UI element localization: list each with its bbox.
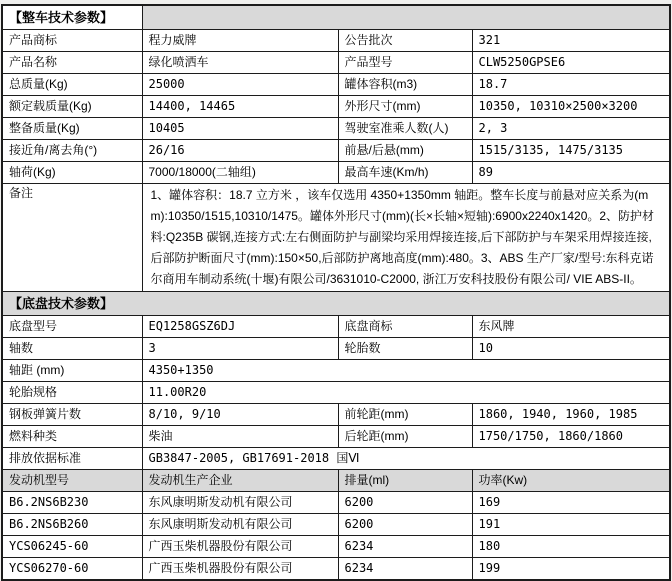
param-value: 绿化喷洒车 bbox=[142, 52, 338, 74]
param-label: 产品型号 bbox=[338, 52, 472, 74]
param-label: 总质量(Kg) bbox=[2, 74, 142, 96]
param-value: 10405 bbox=[142, 118, 338, 140]
engine-manufacturer: 广西玉柴机器股份有限公司 bbox=[142, 558, 338, 581]
engine-row bbox=[2, 514, 670, 536]
engine-displacement: 6200 bbox=[338, 514, 472, 536]
table-row bbox=[2, 404, 670, 426]
engine-header-power: 功率(Kw) bbox=[472, 470, 670, 492]
param-value: 89 bbox=[472, 162, 670, 184]
table-row bbox=[2, 140, 670, 162]
param-value: 程力威牌 bbox=[142, 30, 338, 52]
param-value: 10350, 10310×2500×3200 bbox=[472, 96, 670, 118]
param-value: 1515/3135, 1475/3135 bbox=[472, 140, 670, 162]
param-value: 10 bbox=[472, 338, 670, 360]
engine-model: YCS06270-60 bbox=[2, 558, 142, 581]
param-value: 3 bbox=[142, 338, 338, 360]
param-value: 7000/18000(二轴组) bbox=[142, 162, 338, 184]
param-value: 柴油 bbox=[142, 426, 338, 448]
engine-header-model: 发动机型号 bbox=[2, 470, 142, 492]
param-value: 东风牌 bbox=[472, 316, 670, 338]
table-row bbox=[2, 118, 670, 140]
engine-power: 169 bbox=[472, 492, 670, 514]
param-label: 前轮距(mm) bbox=[338, 404, 472, 426]
engine-row bbox=[2, 536, 670, 558]
engine-manufacturer: 东风康明斯发动机有限公司 bbox=[142, 492, 338, 514]
param-value: 25000 bbox=[142, 74, 338, 96]
param-value: 11.00R20 bbox=[142, 382, 670, 404]
remark-row bbox=[2, 184, 670, 292]
param-value: 2, 3 bbox=[472, 118, 670, 140]
param-label: 产品名称 bbox=[2, 52, 142, 74]
spec-table bbox=[1, 4, 671, 581]
engine-manufacturer: 东风康明斯发动机有限公司 bbox=[142, 514, 338, 536]
param-value: GB3847-2005, GB17691-2018 国Ⅵ bbox=[142, 448, 670, 470]
engine-power: 191 bbox=[472, 514, 670, 536]
remark-text: 1、罐体容积：18.7 立方米 ，该车仅选用 4350+1350mm 轴距。整车长度与前悬对应关系为(mm):10350/1515,10310/1475。罐体外形尺寸(mm)(长×长轴×短轴):6900x2240x1420。2、防护材料:Q235B 碳钢,连接方式:左右侧面防护与副梁均采用焊接连接,后下部防护与车架采用焊接连接,后部防护断面尺寸(mm):150×50,后部防护离地高度(mm):480。3、ABS 生产厂家/型号:东科克诺尔商用车制动系统(十堰)有限公司/3631010-C2000, 浙江万安科技股份有限公司/ VIE ABS-II。 bbox=[142, 184, 670, 292]
param-label: 底盘型号 bbox=[2, 316, 142, 338]
param-value: 14400, 14465 bbox=[142, 96, 338, 118]
param-label: 额定载质量(Kg) bbox=[2, 96, 142, 118]
table-row bbox=[2, 426, 670, 448]
vehicle-section-title: 【整车技术参数】 bbox=[2, 5, 142, 30]
table-row bbox=[2, 338, 670, 360]
table-row bbox=[2, 96, 670, 118]
param-label: 最高车速(Km/h) bbox=[338, 162, 472, 184]
chassis-section-title: 【底盘技术参数】 bbox=[2, 292, 670, 316]
table-row bbox=[2, 316, 670, 338]
table-row bbox=[2, 162, 670, 184]
param-label: 罐体容积(m3) bbox=[338, 74, 472, 96]
engine-row bbox=[2, 558, 670, 581]
vehicle-section-header bbox=[2, 5, 670, 30]
param-label: 轮胎规格 bbox=[2, 382, 142, 404]
param-value: 26/16 bbox=[142, 140, 338, 162]
param-label: 轴荷(Kg) bbox=[2, 162, 142, 184]
param-label: 前悬/后悬(mm) bbox=[338, 140, 472, 162]
chassis-section-header bbox=[2, 292, 670, 316]
engine-model: B6.2NS6B230 bbox=[2, 492, 142, 514]
engine-model: B6.2NS6B260 bbox=[2, 514, 142, 536]
table-row bbox=[2, 448, 670, 470]
table-row bbox=[2, 360, 670, 382]
param-label: 钢板弹簧片数 bbox=[2, 404, 142, 426]
param-label: 燃料种类 bbox=[2, 426, 142, 448]
param-label: 接近角/离去角(°) bbox=[2, 140, 142, 162]
engine-power: 180 bbox=[472, 536, 670, 558]
param-value: CLW5250GPSE6 bbox=[472, 52, 670, 74]
engine-displacement: 6200 bbox=[338, 492, 472, 514]
engine-model: YCS06245-60 bbox=[2, 536, 142, 558]
param-label: 公告批次 bbox=[338, 30, 472, 52]
param-label: 排放依据标准 bbox=[2, 448, 142, 470]
param-label: 底盘商标 bbox=[338, 316, 472, 338]
param-value: 1860, 1940, 1960, 1985 bbox=[472, 404, 670, 426]
param-value: 321 bbox=[472, 30, 670, 52]
engine-row bbox=[2, 492, 670, 514]
param-label: 轴数 bbox=[2, 338, 142, 360]
param-label: 外形尺寸(mm) bbox=[338, 96, 472, 118]
engine-header-manufacturer: 发动机生产企业 bbox=[142, 470, 338, 492]
table-row bbox=[2, 52, 670, 74]
param-label: 整备质量(Kg) bbox=[2, 118, 142, 140]
engine-header-row bbox=[2, 470, 670, 492]
param-value: 4350+1350 bbox=[142, 360, 670, 382]
param-value: 8/10, 9/10 bbox=[142, 404, 338, 426]
vehicle-section-header-fill bbox=[142, 5, 670, 30]
table-row bbox=[2, 382, 670, 404]
remark-label: 备注 bbox=[2, 184, 142, 292]
param-value: EQ1258GSZ6DJ bbox=[142, 316, 338, 338]
param-label: 后轮距(mm) bbox=[338, 426, 472, 448]
engine-power: 199 bbox=[472, 558, 670, 581]
param-label: 驾驶室准乘人数(人) bbox=[338, 118, 472, 140]
param-label: 产品商标 bbox=[2, 30, 142, 52]
engine-displacement: 6234 bbox=[338, 536, 472, 558]
param-value: 1750/1750, 1860/1860 bbox=[472, 426, 670, 448]
engine-displacement: 6234 bbox=[338, 558, 472, 581]
param-label: 轴距 (mm) bbox=[2, 360, 142, 382]
engine-header-displacement: 排量(ml) bbox=[338, 470, 472, 492]
table-row bbox=[2, 74, 670, 96]
param-value: 18.7 bbox=[472, 74, 670, 96]
table-row bbox=[2, 30, 670, 52]
param-label: 轮胎数 bbox=[338, 338, 472, 360]
engine-manufacturer: 广西玉柴机器股份有限公司 bbox=[142, 536, 338, 558]
